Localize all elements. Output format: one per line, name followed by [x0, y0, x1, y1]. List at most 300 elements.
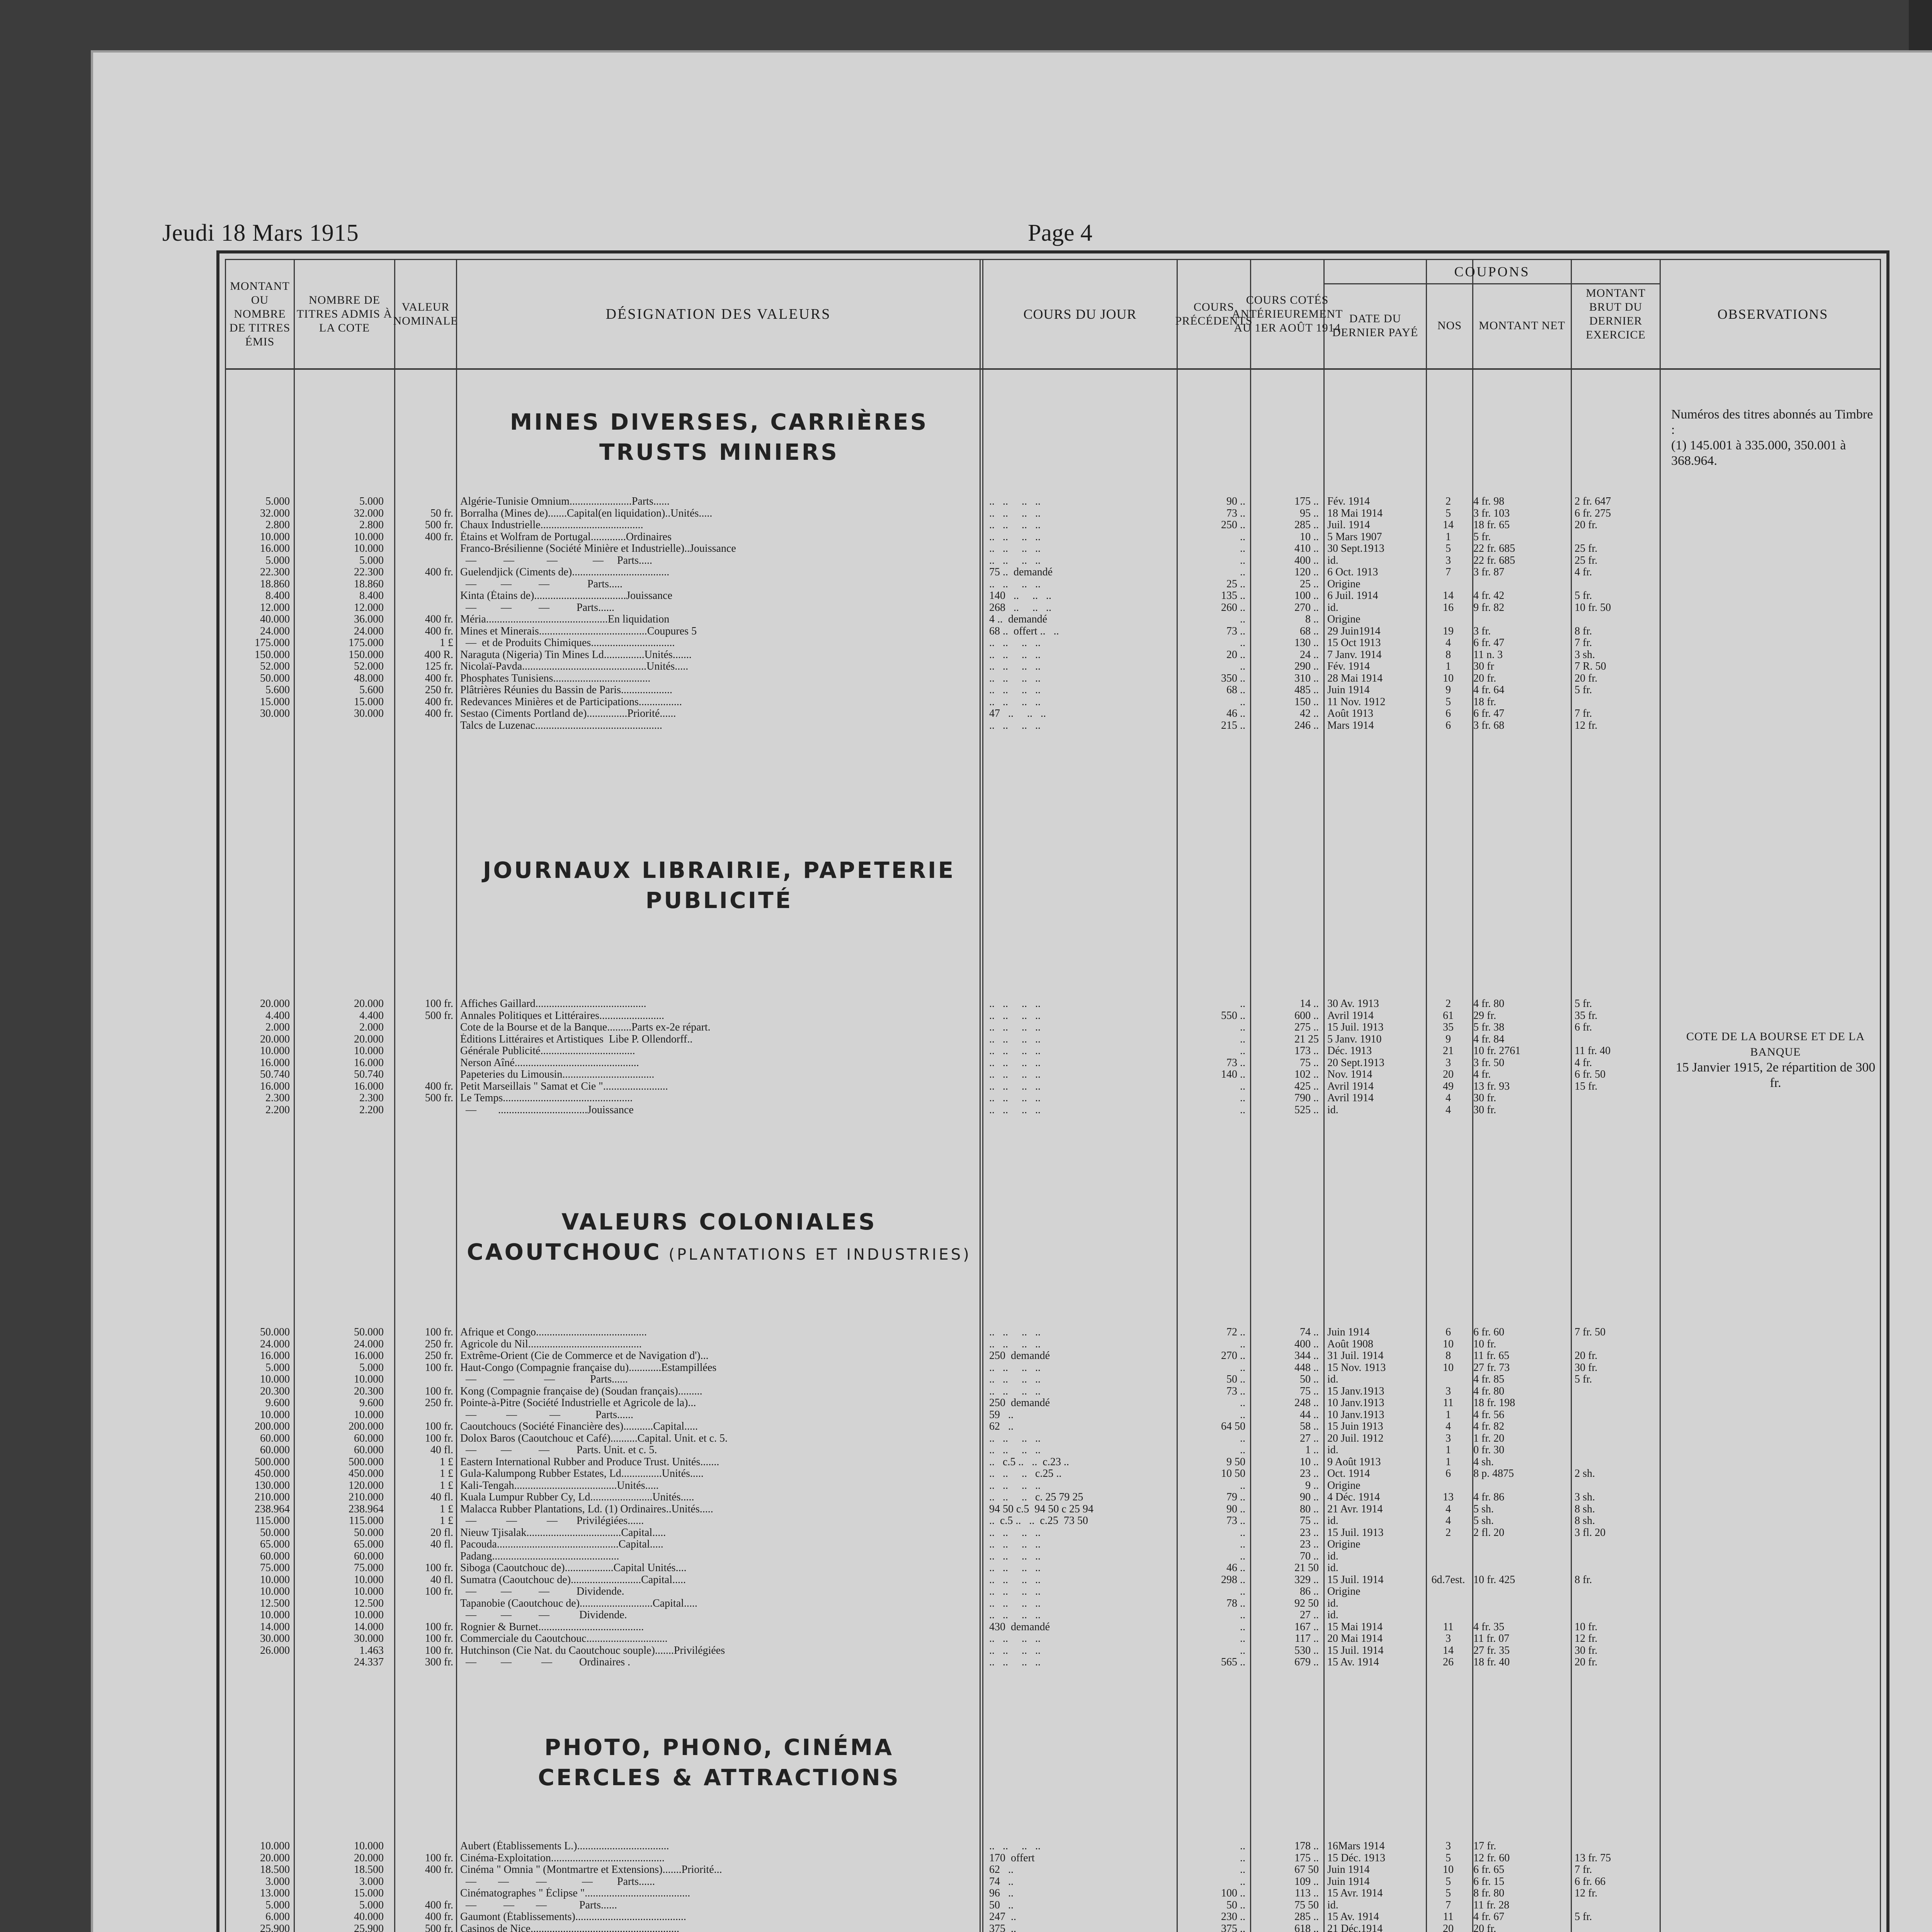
column-block-montant-net [1473, 998, 1568, 1116]
cell-montant: 2.200 [265, 1104, 290, 1116]
cell-montant-brut: 11 fr. 40 [1575, 1045, 1611, 1057]
cell-coupon-date: id. [1327, 1597, 1338, 1609]
cell-nombre: 175.000 [349, 637, 384, 649]
cell-coupon-no: 2 [1446, 1526, 1451, 1539]
cell-montant-brut [1575, 1034, 1658, 1046]
cell-coupon-no: 6 [1446, 1468, 1451, 1480]
cell-cours-cotes: 248 .. [1294, 1397, 1319, 1409]
cell-coupon-date: 18 Mai 1914 [1327, 507, 1383, 519]
cell-cours-jour: .. .. .. c. 25 79 25 [989, 1491, 1083, 1503]
cell-montant-net: 0 fr. 30 [1473, 1444, 1505, 1456]
cell-coupon-date: 15 Juil. 1913 [1327, 1526, 1384, 1539]
cell-coupon-no: 11 [1443, 1621, 1454, 1633]
cell-cours-jour: 50 .. [989, 1899, 1014, 1911]
cell-coupon-date: 29 Juin1914 [1327, 625, 1381, 637]
cell-cours-jour: .. .. .. .. [989, 1432, 1041, 1444]
cell-montant-brut [1575, 1598, 1658, 1610]
cell-cours-jour: 268 .. .. .. [989, 601, 1051, 614]
cell-cours-jour: .. .. .. .. [989, 495, 1041, 507]
cell-cours-precedents: 10 50 [1221, 1468, 1245, 1480]
cell-coupon-no: 19 [1443, 625, 1454, 637]
cell-montant-brut [1575, 1562, 1658, 1574]
cell-montant-brut: 15 fr. [1575, 1080, 1598, 1092]
cell-cours-jour: .. .. .. .. [989, 1104, 1041, 1116]
cell-montant-net: 30 fr. [1473, 1092, 1497, 1104]
cell-cours-precedents: .. [1240, 1852, 1245, 1864]
cell-nombre: 115.000 [349, 1515, 384, 1527]
cell-coupon-date: Origine [1327, 1585, 1361, 1597]
column-block-cours-cotes [1251, 496, 1319, 731]
cell-coupon-no: 3 [1446, 554, 1451, 566]
column-block-coupon-date [1327, 496, 1424, 731]
cell-designation: Hutchinson (Cie Nat. du Caoutchouc souple).......Privilégiées [460, 1645, 725, 1656]
cell-cours-jour: .. .. .. .. [989, 1573, 1041, 1586]
cell-montant: 12.500 [260, 1597, 290, 1609]
cell-designation: Gula-Kalumpong Rubber Estates, Ld...............Unités..... [460, 1468, 704, 1480]
cell-coupon-no: 8 [1446, 1350, 1451, 1362]
cell-valeur [395, 1409, 453, 1421]
cell-valeur: 500 fr. [425, 1009, 453, 1022]
cell-nombre: 5.000 [359, 495, 384, 507]
cell-montant-net: 6 fr. 60 [1473, 1326, 1505, 1338]
cell-cours-jour: .. .. .. .. [989, 1840, 1041, 1852]
cell-nombre: 4.400 [359, 1009, 384, 1022]
cell-montant-brut: 5 fr. [1575, 1373, 1592, 1385]
cell-valeur [395, 555, 453, 567]
cell-montant-net: 11 fr. 65 [1473, 1350, 1510, 1362]
cell-montant-brut [1575, 1397, 1658, 1409]
cell-montant: 10.000 [260, 1609, 290, 1621]
section-title-line: VALEURS COLONIALES [561, 1209, 877, 1235]
cell-coupon-no [1427, 1562, 1469, 1574]
cell-montant-brut: 7 fr. [1575, 707, 1592, 719]
cell-coupon-no: 3 [1446, 1840, 1451, 1852]
cell-cours-cotes: 167 .. [1294, 1621, 1319, 1633]
cell-montant-brut: 3 fl. 20 [1575, 1526, 1606, 1539]
cell-cours-jour: .. .. .. .. [989, 554, 1041, 566]
cell-montant-net: 27 fr. 73 [1473, 1361, 1510, 1374]
cell-cours-cotes: 485 .. [1294, 684, 1319, 696]
cell-designation: Siboga (Caoutchouc de)..................Capital Unités.... [460, 1562, 687, 1574]
cell-valeur: 300 fr. [425, 1656, 453, 1668]
cell-montant-net [1473, 1562, 1568, 1574]
cell-coupon-no: 3 [1446, 1633, 1451, 1645]
cell-montant: 25.900 [260, 1922, 290, 1932]
cell-cours-jour: .. .. .. .. [989, 1033, 1041, 1045]
cell-cours-jour: .. .. .. .. [989, 1538, 1041, 1550]
cell-montant-brut: 5 fr. [1575, 998, 1592, 1010]
cell-montant-net: 4 fr. 67 [1473, 1911, 1505, 1923]
cell-valeur [395, 1104, 453, 1116]
cell-valeur: 400 fr. [425, 1899, 453, 1911]
cell-designation: — — — Dividende. [460, 1609, 627, 1621]
cell-cours-jour: 62 .. [989, 1420, 1014, 1432]
cell-montant: 32.000 [260, 507, 290, 519]
cell-cours-jour: 140 .. .. .. [989, 590, 1051, 602]
cell-valeur: 125 fr. [425, 660, 453, 672]
column-block-montant [226, 1327, 290, 1656]
column-block-montant-brut [1575, 496, 1658, 731]
cell-coupon-date: id. [1327, 1550, 1338, 1562]
observation-note-cote [1671, 1029, 1880, 1091]
section-title-line: PUBLICITÉ [645, 887, 793, 913]
cell-coupon-no: 1 [1446, 531, 1451, 543]
cell-montant-brut [1575, 1092, 1658, 1104]
column-block-nombre [295, 496, 384, 720]
column-block-valeur [395, 1840, 453, 1932]
cell-cours-jour: 375 .. [989, 1922, 1016, 1932]
cell-montant: 20.000 [260, 1033, 290, 1045]
column-block-montant-brut [1575, 1327, 1658, 1668]
cell-montant-brut: 35 fr. [1575, 1009, 1598, 1022]
cell-designation: Le Temps................................................ [460, 1092, 633, 1104]
cell-coupon-no: 20 [1443, 1068, 1454, 1080]
section-title-line: PHOTO, PHONO, CINÉMA [544, 1734, 894, 1760]
section-title [460, 1207, 978, 1270]
cell-montant-net [1473, 1539, 1568, 1551]
cell-montant: 5.000 [265, 495, 290, 507]
cell-designation: Générale Publicité................................... [460, 1045, 635, 1057]
cell-designation: Naraguta (Nigeria) Tin Mines Ld...............Unités....... [460, 649, 692, 661]
cell-valeur [395, 602, 453, 614]
cell-cours-jour: .. .. .. .. [989, 1373, 1041, 1385]
cell-montant-net: 3 fr. 68 [1473, 719, 1505, 731]
cell-montant-net: 4 fr. 85 [1473, 1373, 1505, 1385]
header-nos: NOS [1437, 319, 1462, 332]
cell-montant-brut: 12 fr. [1575, 1887, 1598, 1899]
header-valeur: VALEUR NOMINALE [393, 301, 458, 327]
cell-montant-net: 4 sh. [1473, 1456, 1494, 1468]
cell-coupon-date: Avril 1914 [1327, 1092, 1374, 1104]
cell-coupon-date: Déc. 1913 [1327, 1045, 1372, 1057]
cell-montant-brut: 20 fr. [1575, 519, 1598, 531]
cell-valeur: 40 fl. [430, 1491, 453, 1503]
cell-montant: 20.000 [260, 998, 290, 1010]
cell-valeur: 100 fr. [425, 1326, 453, 1338]
cell-montant: 5.000 [265, 1361, 290, 1374]
cell-coupon-no: 6 [1446, 1326, 1451, 1338]
cell-designation: Pacouda.............................................Capital..... [460, 1539, 663, 1550]
cell-designation: Redevances Minières et de Participations................ [460, 696, 682, 708]
cell-designation: Pointe-à-Pitre (Société Industrielle et Agricole de la)... [460, 1397, 696, 1409]
column-block-coupon-no [1427, 1327, 1469, 1668]
cell-montant-brut [1575, 1923, 1658, 1932]
cell-nombre: 500.000 [349, 1456, 384, 1468]
cell-cours-cotes: 21 50 [1294, 1562, 1319, 1574]
cell-valeur: 20 fl. [430, 1526, 453, 1539]
cell-montant-brut: 12 fr. [1575, 719, 1598, 731]
cell-nombre: 3.000 [359, 1875, 384, 1888]
cell-cours-precedents: .. [1240, 1361, 1245, 1374]
cell-cours-cotes: 75 .. [1300, 1056, 1319, 1069]
cell-cours-jour: .. .. .. .. [989, 1009, 1041, 1022]
header-designation: DÉSIGNATION DES VALEURS [605, 306, 831, 322]
cell-cours-precedents: 50 .. [1226, 1899, 1245, 1911]
cell-nombre: 50.000 [354, 1526, 384, 1539]
cell-montant-brut: 6 fr. 66 [1575, 1875, 1606, 1888]
cell-montant: 10.000 [260, 1373, 290, 1385]
cell-montant-net: 11 fr. 07 [1473, 1633, 1510, 1645]
cell-nombre: 5.000 [359, 1899, 384, 1911]
cell-coupon-no [1427, 1598, 1469, 1610]
cell-cours-precedents: 565 .. [1221, 1656, 1245, 1668]
cell-montant-net: 9 fr. 82 [1473, 601, 1505, 614]
cell-valeur: 40 fl. [430, 1538, 453, 1550]
cell-cours-precedents: .. [1240, 998, 1245, 1010]
cell-cours-jour: .. .. .. .. [989, 719, 1041, 731]
cell-cours-cotes: 23 .. [1300, 1526, 1319, 1539]
column-divider [980, 260, 983, 1932]
cell-montant: 4.400 [265, 1009, 290, 1022]
cell-valeur: 1 £ [440, 1456, 453, 1468]
cell-cours-cotes: 42 .. [1300, 707, 1319, 719]
cell-cours-precedents: 73 .. [1226, 1515, 1245, 1527]
cell-coupon-date: Avril 1914 [1327, 1080, 1374, 1092]
cell-montant-brut: 10 fr. 50 [1575, 601, 1611, 614]
cell-designation: — — — — Parts...... [460, 1876, 655, 1888]
cell-valeur: 400 R. [424, 648, 453, 661]
cell-valeur: 50 fr. [430, 507, 453, 519]
cell-montant-brut [1575, 1444, 1658, 1456]
cell-designation: — — — — Parts..... [460, 554, 652, 566]
cell-montant: 175.000 [255, 637, 290, 649]
quotation-table [216, 250, 1889, 1932]
cell-montant-brut [1575, 1386, 1658, 1398]
cell-nombre: 10.000 [354, 1045, 384, 1057]
cell-cours-precedents: 64 50 [1221, 1420, 1245, 1432]
cell-montant-net: 17 fr. [1473, 1840, 1497, 1852]
cell-cours-cotes: 75 .. [1300, 1515, 1319, 1527]
cell-designation: Mines et Minerais........................................Coupures 5 [460, 625, 697, 637]
cell-coupon-date: 7 Janv. 1914 [1327, 648, 1382, 661]
cell-designation: — et de Produits Chimiques............................... [460, 637, 675, 649]
cell-coupon-no: 5 [1446, 543, 1451, 554]
cell-montant-net: 4 fr. 80 [1473, 1385, 1505, 1397]
cell-montant-brut [1575, 578, 1658, 590]
cell-coupon-date: 10 Janv.1913 [1327, 1408, 1384, 1421]
cell-montant-net: 30 fr. [1473, 1104, 1497, 1116]
cell-montant: 10.000 [260, 1585, 290, 1597]
cell-valeur: 100 fr. [425, 1852, 453, 1864]
coupons-rule [1325, 283, 1660, 284]
cell-montant: 12.000 [260, 601, 290, 614]
cell-cours-jour: .. .. .. .. [989, 578, 1041, 590]
cell-nombre: 50.000 [354, 1326, 384, 1338]
cell-cours-precedents: 250 .. [1221, 519, 1245, 531]
cell-nombre: 120.000 [349, 1479, 384, 1492]
cell-cours-cotes: 270 .. [1294, 601, 1319, 614]
header-cours-cotes: COURS COTÉS ANTÉRIEUREMENT AU 1ER AOÛT 1914 [1232, 294, 1343, 334]
cell-cours-jour: 62 .. [989, 1864, 1014, 1876]
cell-cours-precedents: .. [1240, 531, 1245, 543]
cell-valeur: 400 fr. [425, 1864, 453, 1876]
cell-montant-brut: 2 sh. [1575, 1468, 1595, 1480]
cell-cours-cotes: 246 .. [1294, 719, 1319, 731]
cell-montant: 20.300 [260, 1385, 290, 1397]
header-cours-precedents: COURS PRÉCÉDENTS [1175, 301, 1253, 327]
cell-coupon-no: 4 [1446, 1420, 1451, 1432]
cell-nombre: 450.000 [349, 1468, 384, 1480]
cell-designation: Kali-Tengah......................................Unités..... [460, 1480, 659, 1492]
cell-cours-cotes: 175 .. [1294, 495, 1319, 507]
column-block-cours-jour [989, 998, 1175, 1116]
cell-cours-cotes: 530 .. [1294, 1644, 1319, 1656]
cell-designation: Algérie-Tunisie Omnium.......................Parts...... [460, 496, 670, 507]
cell-coupon-no: 3 [1446, 1385, 1451, 1397]
cell-cours-cotes: 344 .. [1294, 1350, 1319, 1362]
cell-cours-cotes: 67 50 [1294, 1864, 1319, 1876]
cell-cours-jour: .. c.5 .. .. c.25 73 50 [989, 1515, 1088, 1527]
observation-note-title: Numéros des titres abonnés au Timbre : [1671, 407, 1873, 437]
cell-cours-jour: .. .. .. .. [989, 1609, 1041, 1621]
column-block-montant-brut [1575, 998, 1658, 1116]
cell-montant-brut: 7 R. 50 [1575, 660, 1606, 672]
cell-cours-precedents: 20 .. [1226, 648, 1245, 661]
cell-nombre: 32.000 [354, 507, 384, 519]
cell-coupon-no: 4 [1446, 1503, 1451, 1515]
cell-cours-jour: 74 .. [989, 1875, 1014, 1888]
cell-cours-precedents: 230 .. [1221, 1911, 1245, 1923]
cell-cours-jour: .. .. .. .. [989, 1479, 1041, 1492]
cell-montant-brut: 12 fr. [1575, 1633, 1598, 1645]
cell-designation: Éditions Littéraires et Artistiques Libe P. Ollendorff.. [460, 1033, 693, 1045]
cell-montant-brut: 4 fr. [1575, 566, 1592, 578]
cell-nombre: 1.463 [359, 1644, 384, 1656]
cell-coupon-date: Avril 1914 [1327, 1009, 1374, 1022]
cell-coupon-no: 6d.7est. [1431, 1573, 1465, 1586]
column-divider [1571, 260, 1572, 1932]
cell-montant-net: 30 fr [1473, 660, 1494, 672]
cell-designation: Sumatra (Caoutchouc de)..........................Capital..... [460, 1574, 686, 1586]
cell-cours-cotes: 95 .. [1300, 507, 1319, 519]
cell-nombre: 60.000 [354, 1432, 384, 1444]
cell-cours-jour: 170 offert [989, 1852, 1035, 1864]
cell-coupon-no: 10 [1443, 672, 1454, 684]
cell-cours-precedents: .. [1240, 1021, 1245, 1033]
cell-montant: 26.000 [260, 1644, 290, 1656]
cell-montant-brut: 10 fr. [1575, 1621, 1598, 1633]
cell-montant-net: 6 fr. 47 [1473, 707, 1505, 719]
cell-designation: Malacca Rubber Plantations, Ld. (1) Ordinaires..Unités..... [460, 1503, 713, 1515]
cell-cours-cotes: 1 .. [1305, 1444, 1319, 1456]
cell-montant: 75.000 [260, 1562, 290, 1574]
cell-nombre: 22.300 [354, 566, 384, 578]
cell-cours-cotes: 275 .. [1294, 1021, 1319, 1033]
cell-montant-brut: 8 fr. [1575, 625, 1592, 637]
cell-coupon-no: 9 [1446, 1033, 1451, 1045]
cell-coupon-date: Nov. 1914 [1327, 1068, 1372, 1080]
column-block-coupon-no [1427, 496, 1469, 731]
cell-montant-brut: 8 fr. [1575, 1573, 1592, 1586]
cell-montant-net [1473, 1551, 1568, 1563]
column-block-designation [460, 1327, 978, 1668]
cell-montant: 60.000 [260, 1432, 290, 1444]
cell-coupon-date: 21 Avr. 1914 [1327, 1503, 1383, 1515]
cell-coupon-date: 15 Juil. 1914 [1327, 1573, 1384, 1586]
cell-nombre: 10.000 [354, 543, 384, 554]
cell-nombre: 238.964 [349, 1503, 384, 1515]
cell-montant-brut: 13 fr. 75 [1575, 1852, 1611, 1864]
cell-montant: 20.000 [260, 1852, 290, 1864]
cell-cours-precedents: .. [1240, 637, 1245, 649]
cell-cours-cotes: 329 .. [1294, 1573, 1319, 1586]
cell-montant-net: 6 fr. 47 [1473, 637, 1505, 649]
cell-coupon-no: 6 [1446, 707, 1451, 719]
cell-montant-net: 4 fr. 84 [1473, 1033, 1505, 1045]
cell-valeur [395, 543, 453, 555]
cell-valeur: 250 fr. [425, 1350, 453, 1362]
cell-cours-precedents: 73 .. [1226, 1385, 1245, 1397]
cell-montant-net: 8 p. 4875 [1473, 1468, 1514, 1480]
cell-coupon-no [1427, 1609, 1469, 1621]
cell-coupon-date: 20 Sept.1913 [1327, 1056, 1384, 1069]
cell-cours-jour: .. .. .. .. [989, 1633, 1041, 1645]
cell-designation: Cinématographes " Éclipse "....................................... [460, 1888, 690, 1899]
cell-valeur [395, 1598, 453, 1610]
column-block-designation [460, 998, 978, 1116]
cell-cours-precedents: .. [1240, 1408, 1245, 1421]
cell-cours-jour: 250 demandé [989, 1397, 1050, 1409]
cell-nombre: 2.800 [359, 519, 384, 531]
cell-cours-cotes: 113 .. [1295, 1887, 1319, 1899]
cell-coupon-date: id. [1327, 1609, 1338, 1621]
cell-nombre: 60.000 [354, 1550, 384, 1562]
cell-nombre: 10.000 [354, 1609, 384, 1621]
cell-montant-net: 11 n. 3 [1473, 648, 1503, 661]
cell-valeur [395, 496, 453, 508]
cell-cours-cotes: 86 .. [1300, 1585, 1319, 1597]
cell-coupon-no: 10 [1443, 1338, 1454, 1350]
cell-coupon-no: 14 [1443, 519, 1454, 531]
cell-valeur [395, 1034, 453, 1046]
column-block-coupon-no [1427, 1840, 1469, 1932]
cell-montant-net: 18 fr. 198 [1473, 1397, 1515, 1409]
cell-cours-jour: .. .. .. .. [989, 1562, 1041, 1574]
cell-coupon-no: 9 [1446, 684, 1451, 696]
cell-coupon-no: 16 [1443, 601, 1454, 614]
cell-nombre: 40.000 [354, 1911, 384, 1923]
cell-coupon-date: 11 Nov. 1912 [1327, 696, 1386, 708]
column-block-cours-precedents [1178, 496, 1245, 731]
column-block-designation [460, 496, 978, 731]
cell-coupon-no: 4 [1446, 637, 1451, 649]
cell-nombre: 10.000 [354, 531, 384, 543]
cell-cours-jour: 4 .. demandé [989, 613, 1048, 625]
cell-cours-jour: 75 .. demandé [989, 566, 1053, 578]
cell-coupon-no: 5 [1446, 1887, 1451, 1899]
cell-coupon-no: 1 [1446, 660, 1451, 672]
cell-cours-precedents: 73 .. [1226, 1056, 1245, 1069]
cell-montant-net: 2 fl. 20 [1473, 1526, 1505, 1539]
cell-nombre: 5.000 [359, 554, 384, 566]
cell-cours-jour: .. .. .. .. [989, 519, 1041, 531]
cell-coupon-date: 28 Mai 1914 [1327, 672, 1383, 684]
cell-cours-precedents: .. [1240, 1080, 1245, 1092]
cell-nombre: 14.000 [354, 1621, 384, 1633]
cell-nombre: 20.300 [354, 1385, 384, 1397]
cell-montant-net: 27 fr. 35 [1473, 1644, 1510, 1656]
cell-designation: Rognier & Burnet....................................... [460, 1621, 644, 1633]
cell-designation: Casinos de Nice....................................................... [460, 1923, 679, 1932]
column-divider [456, 260, 457, 1932]
cell-nombre: 25.900 [354, 1922, 384, 1932]
cell-cours-cotes: 10 .. [1300, 531, 1319, 543]
cell-nombre: 60.000 [354, 1444, 384, 1456]
cell-designation: Nieuw Tjisalak...................................Capital..... [460, 1527, 666, 1539]
cell-montant: 14.000 [260, 1621, 290, 1633]
cell-montant: 50.000 [260, 672, 290, 684]
cell-coupon-no: 5 [1446, 696, 1451, 708]
